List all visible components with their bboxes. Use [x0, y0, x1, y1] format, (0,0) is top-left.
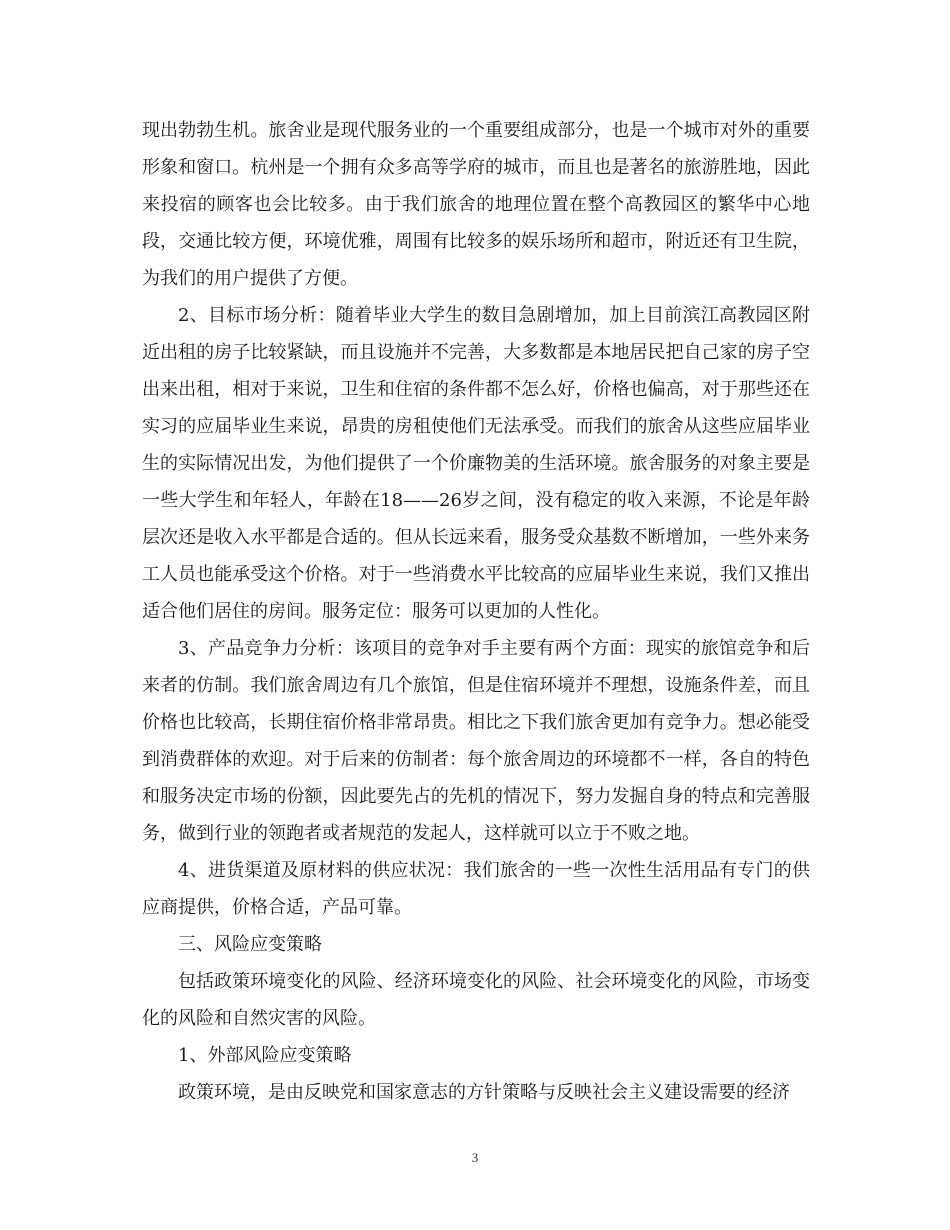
section-heading-risk-strategy: 三、风险应变策略: [178, 934, 322, 955]
page-number: 3: [471, 1150, 479, 1165]
paragraph-product-competitiveness: 3、产品竞争力分析：该项目的竞争对手主要有两个方面：现实的旅馆竞争和后来者的仿制。我们旅舍周边有几个旅馆，但是住宿环境并不理想，设施条件差，而且价格也比较高，长期住宿价格非常昂贵。相比之下我们旅舍更加有竞争力。想必能受到消费群体的欢迎。对于后来的仿制者：每个旅舍周边的环境都不一样，各自的特色和服务决定市场的份额，因此要先占的先机的情况下，努力发掘自身的特点和完善服务，做到行业的领跑者或者规范的发起人，这样就可以立于不败之地。: [142, 638, 810, 844]
paragraph-policy-environment: 政策环境，是由反映党和国家意志的方针策略与反映社会主义建设需要的经济: [178, 1082, 790, 1103]
paragraph-risk-types: 包括政策环境变化的风险、经济环境变化的风险、社会环境变化的风险，市场变化的风险和自然灾害的风险。: [142, 971, 810, 1029]
paragraph-supply-channels: 4、进货渠道及原材料的供应状况：我们旅舍的一些一次性生活用品有专门的供应商提供，价格合适，产品可靠。: [142, 860, 810, 918]
document-body: [142, 112, 810, 1111]
subheading-external-risk: 1、外部风险应变策略: [178, 1045, 352, 1066]
paragraph-continuation: 现出勃勃生机。旅舍业是现代服务业的一个重要组成部分，也是一个城市对外的重要形象和窗口。杭州是一个拥有众多高等学府的城市，而且也是著名的旅游胜地，因此来投宿的顾客也会比较多。由于我们旅舍的地理位置在整个高教园区的繁华中心地段，交通比较方便，环境优雅，周围有比较多的娱乐场所和超市，附近还有卫生院，为我们的用户提供了方便。: [142, 120, 810, 289]
paragraph-target-market-analysis: 2、目标市场分析：随着毕业大学生的数目急剧增加，加上目前滨江高教园区附近出租的房子比较紧缺，而且设施并不完善，大多数都是本地居民把自己家的房子空出来出租，相对于来说，卫生和住宿的条件都不怎么好，价格也偏高，对于那些还在实习的应届毕业生来说，昂贵的房租使他们无法承受。而我们的旅舍从这些应届毕业生的实际情况出发，为他们提供了一个价廉物美的生活环境。旅舍服务的对象主要是一些大学生和年轻人，年龄在18——26岁之间，没有稳定的收入来源，不论是年龄层次还是收入水平都是合适的。但从长远来看，服务受众基数不断增加，一些外来务工人员也能承受这个价格。对于一些消费水平比较高的应届毕业生来说，我们又推出适合他们居住的房间。服务定位：服务可以更加的人性化。: [142, 305, 810, 622]
